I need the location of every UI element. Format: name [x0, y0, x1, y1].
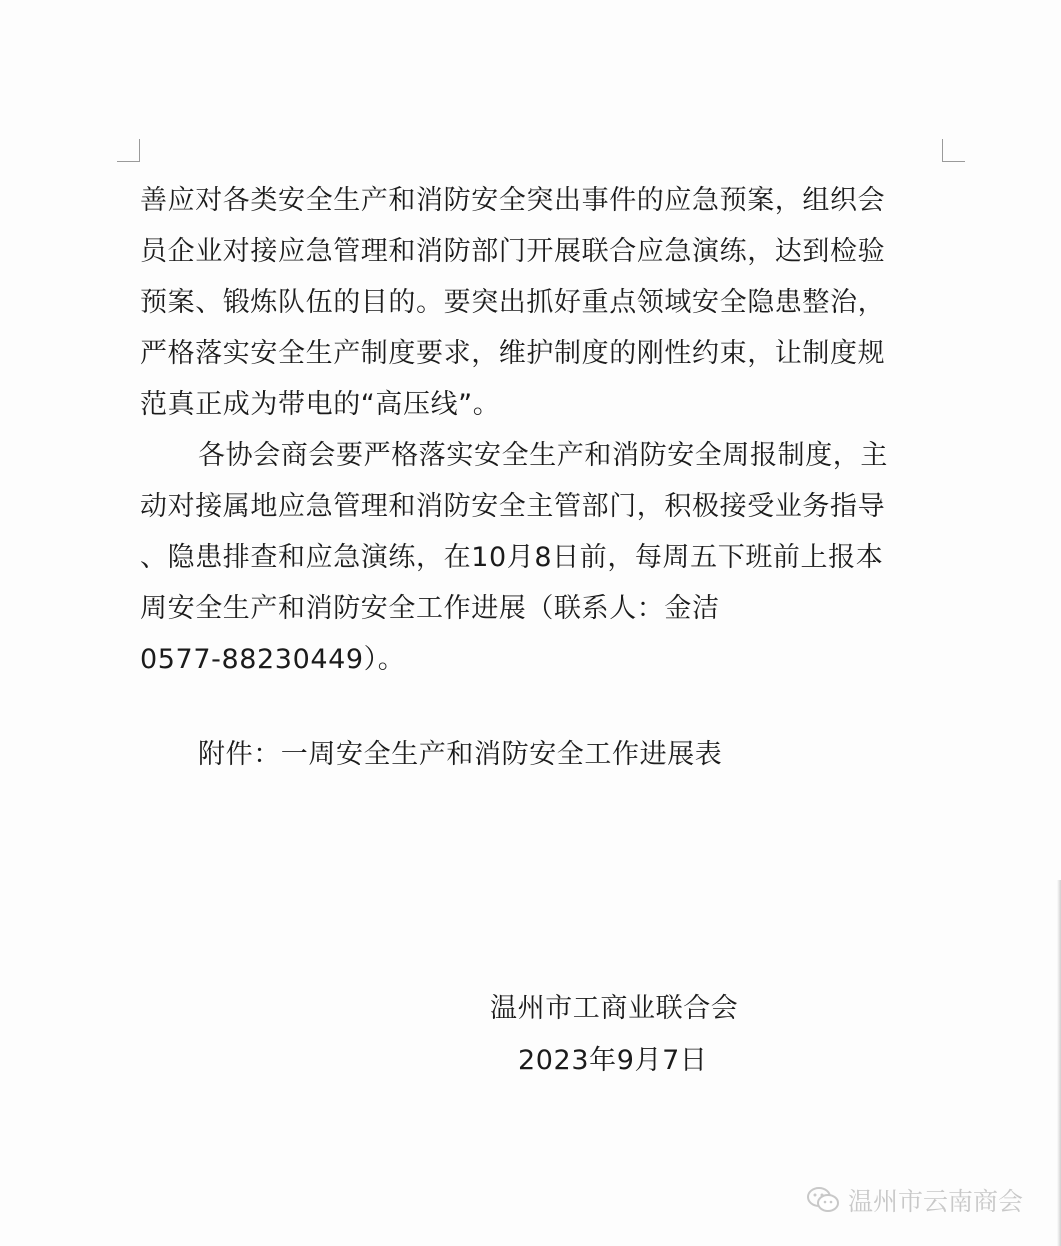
attachment-line: 附件：一周安全生产和消防安全工作进展表: [198, 739, 723, 770]
text-line: 员企业对接应急管理和消防部门开展联合应急演练，达到检验: [140, 236, 886, 267]
text-line: 善应对各类安全生产和消防安全突出事件的应急预案，组织会: [140, 185, 886, 216]
page-edge-shadow: [1057, 880, 1061, 1246]
wechat-icon: [806, 1186, 840, 1214]
text-line: 严格落实安全生产制度要求，维护制度的刚性约束，让制度规: [140, 338, 886, 369]
text-line: 周安全生产和消防安全工作进展（联系人：金洁: [140, 593, 720, 624]
crop-mark-top-left: [117, 139, 140, 162]
document-body: [140, 175, 940, 780]
text-line: 预案、锻炼队伍的目的。要突出抓好重点领域安全隐患整治，: [140, 287, 886, 318]
paragraph-gap: [140, 685, 940, 729]
watermark-text: 温州市云南商会: [848, 1187, 1024, 1216]
watermark: [806, 1180, 1023, 1220]
signature-organization: 温州市工商业联合会: [490, 993, 739, 1024]
paragraph-2: [140, 430, 940, 685]
paragraph-1: [140, 175, 940, 430]
text-line: 各协会商会要严格落实安全生产和消防安全周报制度，主: [198, 440, 888, 471]
text-line: 动对接属地应急管理和消防安全主管部门，积极接受业务指导: [140, 491, 886, 522]
crop-mark-top-right: [942, 139, 965, 162]
signature-date: 2023年9月7日: [518, 1045, 708, 1076]
text-line: 范真正成为带电的“高压线”。: [140, 389, 501, 420]
text-line: 、隐患排查和应急演练，在10月8日前，每周五下班前上报本: [140, 542, 884, 573]
text-line: 0577-88230449）。: [140, 644, 406, 675]
